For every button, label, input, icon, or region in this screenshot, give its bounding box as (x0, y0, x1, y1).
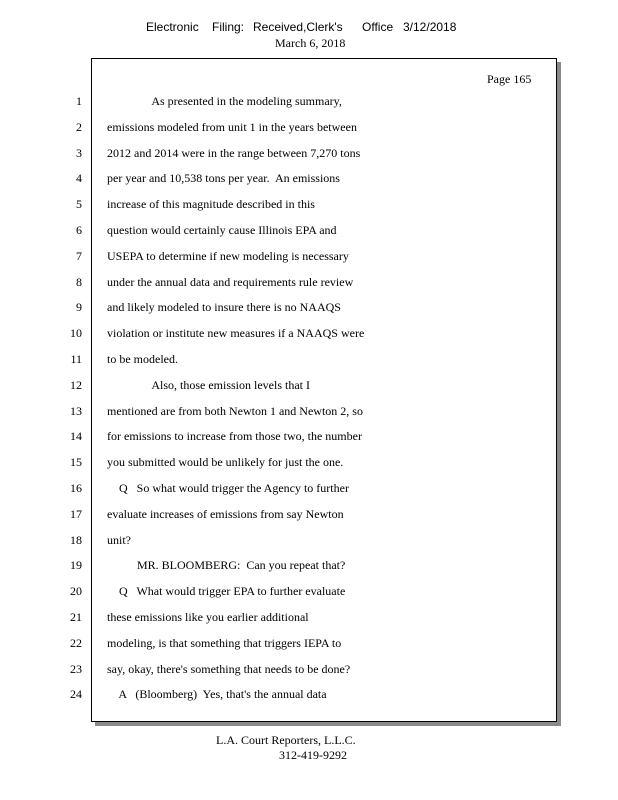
transcript-line: Q So what would trigger the Agency to further (107, 481, 349, 495)
transcript-line: under the annual data and requirements rule review (107, 275, 354, 289)
transcript-line: Also, those emission levels that I (107, 378, 310, 392)
transcript-line: to be modeled. (107, 352, 178, 366)
line-number: 10 (70, 326, 82, 340)
line-number: 23 (70, 662, 82, 676)
line-number: 9 (76, 300, 82, 314)
stamp-office: Office (362, 20, 394, 34)
line-number: 20 (70, 584, 82, 598)
page-number: Page 165 (487, 72, 532, 86)
line-number: 1 (76, 94, 82, 108)
transcript-line: per year and 10,538 tons per year. An emissions (107, 171, 340, 185)
transcript-line: question would certainly cause Illinois EPA and (107, 223, 337, 237)
line-number: 24 (70, 687, 82, 701)
line-number: 15 (70, 455, 82, 469)
line-number: 22 (70, 636, 82, 650)
transcript-line: MR. BLOOMBERG: Can you repeat that? (107, 558, 346, 572)
stamp-received: Received,Clerk's (253, 20, 343, 34)
line-number: 5 (76, 197, 82, 211)
transcript-line: 2012 and 2014 were in the range between 7,270 tons (107, 146, 361, 160)
transcript-line: emissions modeled from unit 1 in the years between (107, 120, 357, 134)
transcript-line: for emissions to increase from those two, the number (107, 429, 362, 443)
transcript-line: As presented in the modeling summary, (107, 94, 342, 108)
transcript-line: unit? (107, 533, 131, 547)
stamp-date: 3/12/2018 (403, 20, 457, 34)
stamp-electronic: Electronic (146, 20, 199, 34)
transcript-line: mentioned are from both Newton 1 and Newton 2, so (107, 404, 363, 418)
line-number: 3 (76, 146, 82, 160)
line-number: 12 (70, 378, 82, 392)
line-number: 2 (76, 120, 82, 134)
line-number: 8 (76, 275, 82, 289)
line-number: 21 (70, 610, 82, 624)
transcript-line: A (Bloomberg) Yes, that's the annual data (107, 687, 327, 701)
transcript-line: USEPA to determine if new modeling is necessary (107, 249, 349, 263)
transcript-line: evaluate increases of emissions from say Newton (107, 507, 344, 521)
line-number: 4 (76, 171, 82, 185)
footer-company: L.A. Court Reporters, L.L.C. (216, 733, 356, 747)
line-number: 17 (70, 507, 82, 521)
hearing-date: March 6, 2018 (275, 36, 346, 50)
transcript-line: you submitted would be unlikely for just the one. (107, 455, 344, 469)
transcript-line: increase of this magnitude described in this (107, 197, 315, 211)
line-number: 19 (70, 558, 82, 572)
line-number: 18 (70, 533, 82, 547)
transcript-line: and likely modeled to insure there is no NAAQS (107, 300, 341, 314)
transcript-line: Q What would trigger EPA to further evaluate (107, 584, 346, 598)
transcript-line: violation or institute new measures if a NAAQS were (107, 326, 365, 340)
line-number: 11 (70, 352, 82, 366)
transcript-line: say, okay, there's something that needs to be done? (107, 662, 351, 676)
transcript-line: modeling, is that something that triggers IEPA to (107, 636, 342, 650)
line-number: 13 (70, 404, 82, 418)
line-number: 16 (70, 481, 82, 495)
transcript-line: these emissions like you earlier additional (107, 610, 309, 624)
footer-phone: 312-419-9292 (279, 748, 347, 762)
line-number: 14 (70, 429, 82, 443)
stamp-filing: Filing: (212, 20, 245, 34)
line-number: 7 (76, 249, 82, 263)
line-number: 6 (76, 223, 82, 237)
